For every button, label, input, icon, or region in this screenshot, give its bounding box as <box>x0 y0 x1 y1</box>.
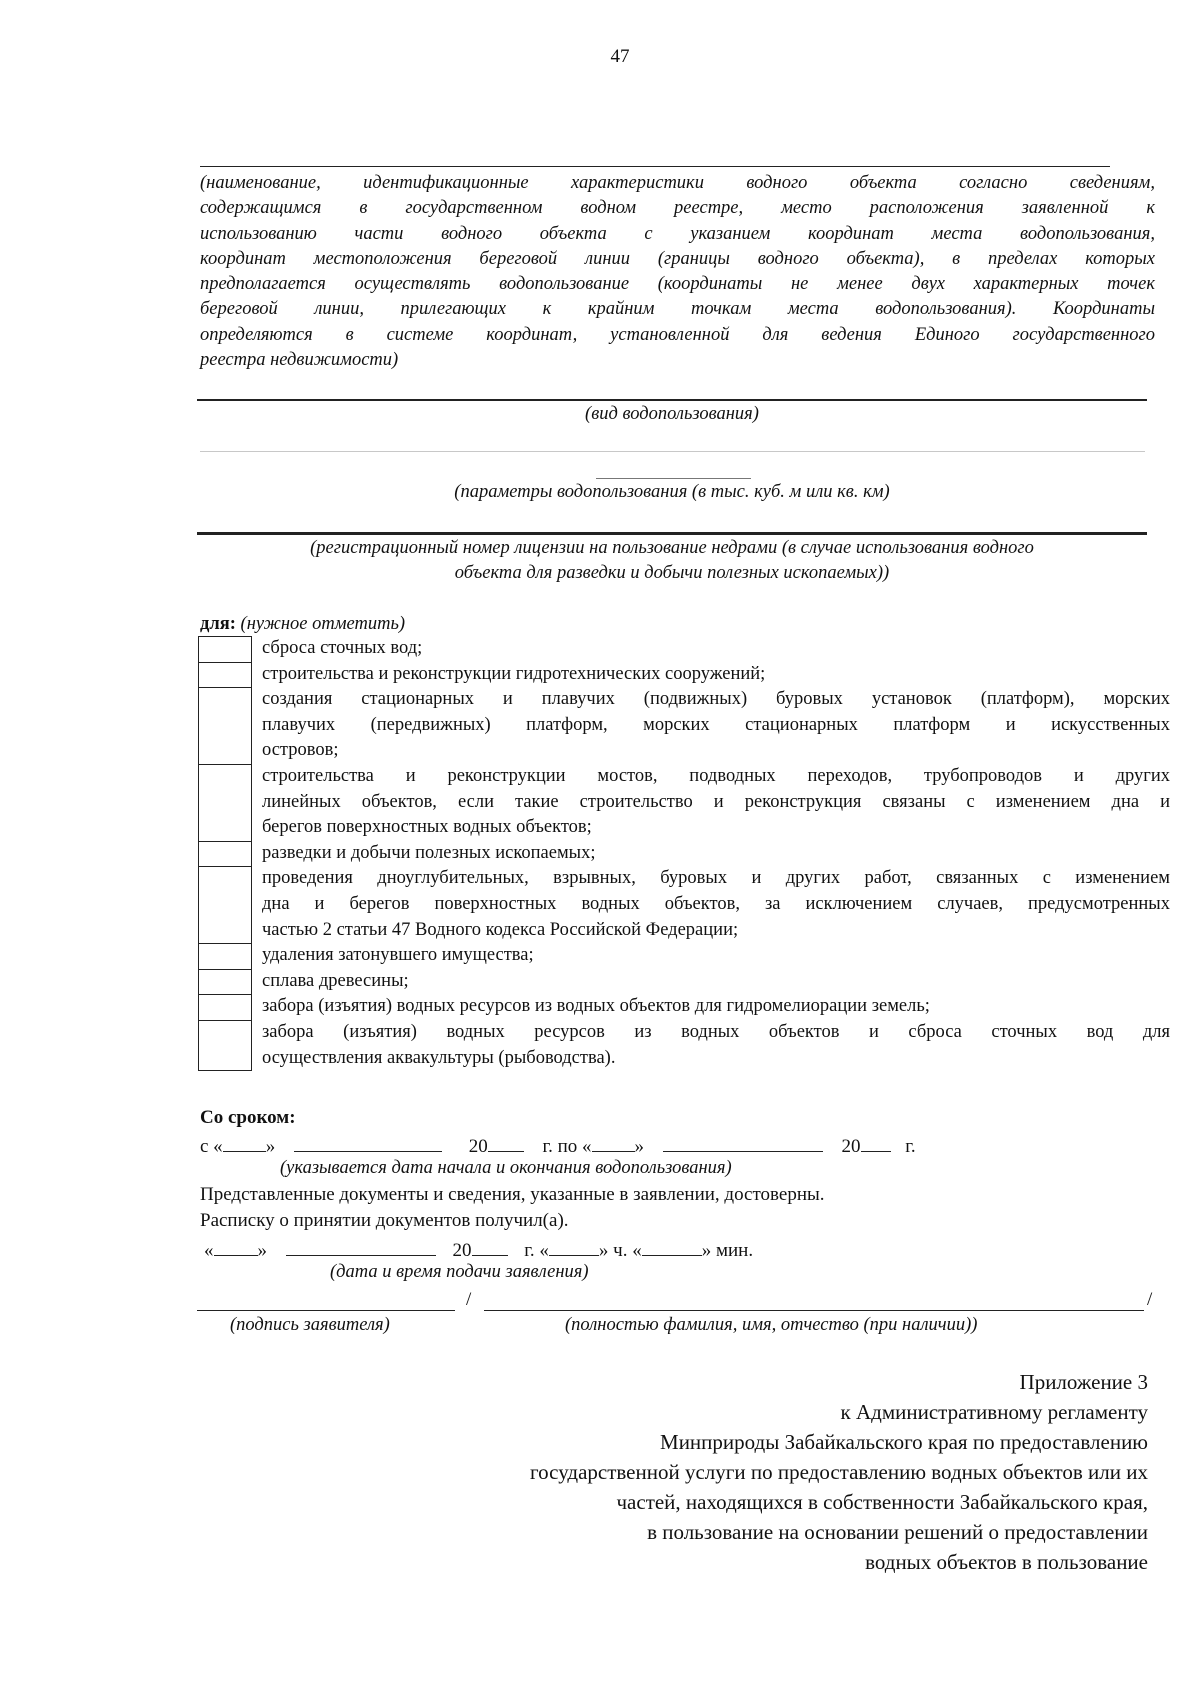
checkbox[interactable] <box>198 662 252 688</box>
caption-line: использованию части водного объекта с указанием координат места водопользования, <box>200 223 1155 244</box>
checklist-row <box>198 687 1170 764</box>
checklist-row <box>198 994 1170 1020</box>
purpose-heading <box>200 614 405 635</box>
checklist-text: строительства и реконструкции гидротехнических сооружений; <box>262 663 766 684</box>
checkbox[interactable] <box>198 994 252 1020</box>
caption-line: координат местоположения береговой линии (границы водного объекта), в пределах которых <box>200 248 1155 269</box>
checklist-text: удаления затонувшего имущества; <box>262 945 534 966</box>
checklist-row <box>198 1020 1170 1071</box>
signature-field[interactable] <box>197 1310 455 1311</box>
checklist-text: сплава древесины; <box>262 970 409 991</box>
appendix-line: Приложение 3 <box>1019 1370 1148 1394</box>
appendix-line: государственной услуги по предоставлению водных объектов или их <box>530 1460 1148 1484</box>
checkbox[interactable] <box>198 1020 252 1071</box>
signature-caption: (подпись заявителя) <box>230 1315 390 1335</box>
signature-slash: / <box>466 1289 472 1310</box>
purpose-hint: (нужное отметить) <box>240 614 406 634</box>
signature-slash-end: / <box>1147 1289 1153 1310</box>
page-number: 47 <box>610 46 630 67</box>
checkbox[interactable] <box>198 943 252 969</box>
caption-line: содержащимся в государственном водном реестре, место расположения заявленной к <box>200 198 1155 219</box>
usage-params-caption: (параметры водопользования (в тыс. куб. м или кв. км) <box>454 482 890 502</box>
statement-authentic: Представленные документы и сведения, указанные в заявлении, достоверны. <box>200 1184 825 1205</box>
term-heading: Со сроком: <box>200 1107 296 1128</box>
appendix-line: в пользование на основании решений о предоставлении <box>647 1520 1148 1544</box>
checklist-row <box>198 969 1170 995</box>
checklist-text: берегов поверхностных водных объектов; <box>262 817 592 838</box>
term-to-prefix: г. по « <box>542 1136 592 1157</box>
checklist-text: забора (изъятия) водных ресурсов из водных объектов для гидромелиорации земель; <box>262 996 930 1017</box>
checklist-row <box>198 636 1170 662</box>
start-month-field[interactable] <box>294 1132 442 1152</box>
checklist-text: сброса сточных вод; <box>262 638 423 658</box>
start-year-field[interactable] <box>488 1132 524 1152</box>
full-name-field[interactable] <box>484 1310 1144 1311</box>
start-year-prefix: 20 <box>468 1136 488 1157</box>
receipt-row <box>204 1236 753 1262</box>
license-caption-line1: (регистрационный номер лицензии на пользование недрами (в случае использования водного <box>310 538 1034 558</box>
checklist-text: плавучих (передвижных) платформ, морских стационарных платформ и искусственных <box>262 714 1170 735</box>
caption-line: реестра недвижимости) <box>200 350 399 371</box>
checkbox[interactable] <box>198 866 252 943</box>
usage-type-caption: (вид водопользования) <box>585 404 759 424</box>
water-object-caption <box>200 171 1155 373</box>
checkbox[interactable] <box>198 764 252 841</box>
appendix-line: Минприроды Забайкальского края по предоставлению <box>660 1430 1148 1454</box>
start-day-field[interactable] <box>223 1132 266 1152</box>
checkbox[interactable] <box>198 636 252 662</box>
checklist-row <box>198 662 1170 688</box>
checklist-text: дна и берегов поверхностных водных объектов, за исключением случаев, предусмотренных <box>262 893 1170 914</box>
water-object-blank-line[interactable] <box>200 166 1110 167</box>
checklist-text: разведки и добычи полезных ископаемых; <box>262 842 596 863</box>
receipt-minutes-label: » мин. <box>701 1240 754 1261</box>
usage-type-blank-line[interactable] <box>197 399 1147 401</box>
receipt-g: г. « <box>524 1240 549 1261</box>
checkbox[interactable] <box>198 969 252 995</box>
license-blank-line[interactable] <box>197 532 1147 535</box>
checklist-text: забора (изъятия) водных ресурсов из водных объектов и сброса сточных вод для <box>262 1021 1170 1042</box>
term-caption: (указывается дата начала и окончания водопользования) <box>280 1158 732 1178</box>
receipt-minutes-field[interactable] <box>642 1236 702 1256</box>
term-row <box>200 1132 916 1158</box>
end-year-prefix: 20 <box>841 1136 861 1157</box>
checkbox[interactable] <box>198 687 252 764</box>
checklist-row <box>198 866 1170 943</box>
usage-params-blank-line[interactable] <box>200 451 1145 452</box>
receipt-day-field[interactable] <box>214 1236 258 1256</box>
appendix-line: водных объектов в пользование <box>865 1550 1148 1574</box>
checklist-text: проведения дноуглубительных, взрывных, буровых и других работ, связанных с изменением <box>262 868 1170 889</box>
appendix-line: к Административному регламенту <box>840 1400 1148 1424</box>
checkbox[interactable] <box>198 841 252 867</box>
checklist-text: островов; <box>262 740 339 761</box>
receipt-hours-label: » ч. « <box>598 1240 642 1261</box>
license-caption-line2: объекта для разведки и добычи полезных ископаемых)) <box>454 563 890 583</box>
checklist-row <box>198 841 1170 867</box>
receipt-hours-field[interactable] <box>549 1236 599 1256</box>
end-year-field[interactable] <box>861 1132 891 1152</box>
caption-line: (наименование, идентификационные характеристики водного объекта согласно сведениям, <box>200 173 1155 193</box>
quote-close: » <box>634 1136 645 1157</box>
checklist-row <box>198 764 1170 841</box>
receipt-open: « <box>204 1240 214 1261</box>
appendix-line: частей, находящихся в собственности Забайкальского края, <box>616 1490 1148 1514</box>
full-name-caption: (полностью фамилия, имя, отчество (при наличии)) <box>565 1315 978 1335</box>
receipt-caption: (дата и время подачи заявления) <box>330 1262 589 1282</box>
purpose-label: для: <box>200 614 236 634</box>
receipt-year-field[interactable] <box>472 1236 508 1256</box>
checklist-text: строительства и реконструкции мостов, подводных переходов, трубопроводов и других <box>262 765 1170 786</box>
statement-receipt: Расписку о принятии документов получил(а). <box>200 1210 569 1231</box>
end-month-field[interactable] <box>663 1132 823 1152</box>
checklist-text: осуществления аквакультуры (рыбоводства). <box>262 1047 616 1068</box>
caption-line: предполагается осуществлять водопользование (координаты не менее двух характерных точек <box>200 274 1155 295</box>
end-day-field[interactable] <box>592 1132 635 1152</box>
receipt-year-prefix: 20 <box>452 1240 472 1261</box>
receipt-month-field[interactable] <box>286 1236 436 1256</box>
checklist-text: линейных объектов, если такие строительство и реконструкция связаны с изменением дна и <box>262 791 1170 812</box>
receipt-close: » <box>257 1240 267 1261</box>
appendix-header <box>388 1367 1148 1577</box>
checklist-text: создания стационарных и плавучих (подвижных) буровых установок (платформ), морских <box>262 689 1170 710</box>
purpose-checklist <box>198 636 1170 1071</box>
usage-params-short-line <box>596 478 751 479</box>
checklist-row <box>198 943 1170 969</box>
caption-line: определяются в системе координат, установленной для ведения Единого государственного <box>200 324 1155 345</box>
caption-line: береговой линии, прилегающих к крайним точкам места водопользования). Координаты <box>200 299 1155 320</box>
end-year-suffix: г. <box>905 1136 916 1157</box>
term-from-prefix: с « <box>200 1136 223 1157</box>
checklist-text: частью 2 статьи 47 Водного кодекса Российской Федерации; <box>262 919 739 940</box>
quote-close: » <box>265 1136 276 1157</box>
